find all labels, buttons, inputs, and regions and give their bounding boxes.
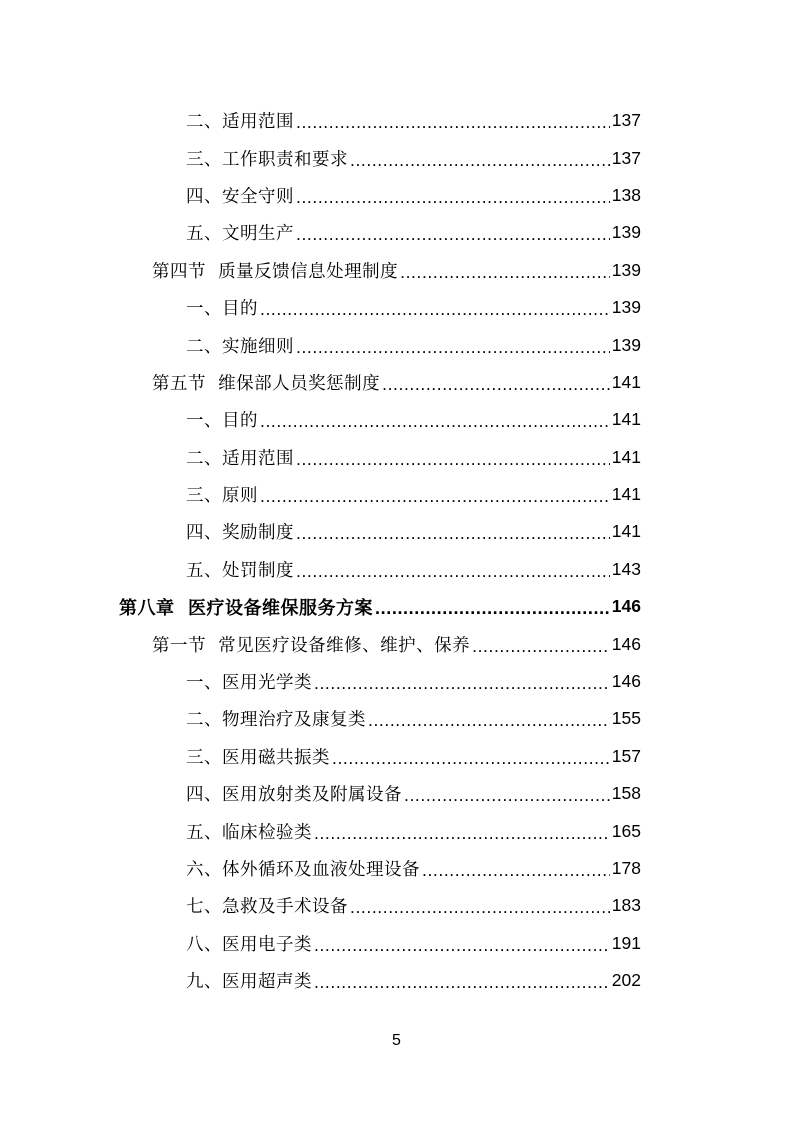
toc-entry-page: 141 [611, 446, 641, 467]
toc-entry-title: 三、工作职责和要求 [186, 149, 348, 170]
toc-entry-title: 第一节 常见医疗设备维修、维护、保养 [152, 635, 471, 656]
toc-entry-page: 146 [611, 596, 641, 617]
toc-entry[interactable] [0, 551, 793, 588]
toc-entry-page: 139 [611, 222, 641, 243]
toc-entry-page: 183 [611, 895, 641, 916]
toc-dot-leader [314, 972, 610, 993]
table-of-contents [0, 102, 793, 999]
toc-dot-leader [422, 860, 610, 881]
toc-dot-leader [296, 112, 610, 133]
toc-entry-title: 第四节 质量反馈信息处理制度 [152, 261, 399, 282]
toc-entry-title: 四、安全守则 [186, 186, 294, 207]
toc-entry-title: 一、医用光学类 [186, 673, 312, 694]
toc-dot-leader [314, 673, 610, 694]
toc-entry[interactable] [0, 139, 793, 176]
toc-entry[interactable] [0, 401, 793, 438]
toc-entry-title: 五、处罚制度 [186, 560, 294, 581]
toc-entry[interactable] [0, 588, 793, 625]
toc-entry-page: 146 [611, 633, 641, 654]
toc-entry[interactable] [0, 177, 793, 214]
toc-dot-leader [404, 785, 610, 806]
toc-dot-leader [296, 187, 610, 208]
toc-dot-leader [296, 337, 610, 358]
toc-dot-leader [375, 598, 610, 619]
toc-entry-title: 三、原则 [186, 486, 258, 507]
toc-entry-page: 141 [611, 409, 641, 430]
toc-entry-page: 165 [611, 820, 641, 841]
toc-entry[interactable] [0, 102, 793, 139]
toc-entry-page: 141 [611, 484, 641, 505]
toc-entry[interactable] [0, 439, 793, 476]
toc-entry-title: 五、临床检验类 [186, 822, 312, 843]
toc-dot-leader [332, 748, 610, 769]
toc-entry-title: 五、文明生产 [186, 224, 294, 245]
toc-entry[interactable] [0, 625, 793, 662]
toc-entry-title: 二、实施细则 [186, 336, 294, 357]
toc-dot-leader [382, 374, 610, 395]
toc-entry-page: 202 [611, 970, 641, 991]
toc-entry-page: 178 [611, 858, 641, 878]
toc-entry[interactable] [0, 364, 793, 401]
toc-entry-title: 一、目的 [186, 411, 258, 432]
toc-entry-title: 一、目的 [186, 299, 258, 320]
toc-dot-leader [296, 561, 610, 582]
toc-entry-page: 191 [611, 932, 641, 953]
toc-entry-page: 139 [611, 334, 641, 355]
toc-entry[interactable] [0, 962, 793, 999]
toc-entry-title: 六、体外循环及血液处理设备 [186, 860, 420, 880]
toc-dot-leader [314, 935, 610, 956]
toc-dot-leader [296, 449, 610, 470]
toc-entry[interactable] [0, 775, 793, 812]
toc-entry-title: 四、奖励制度 [186, 523, 294, 544]
toc-entry-title: 第五节 维保部人员奖惩制度 [152, 373, 381, 394]
toc-dot-leader [400, 262, 610, 283]
toc-entry-title: 九、医用超声类 [186, 972, 312, 993]
toc-dot-leader [260, 299, 610, 320]
toc-entry[interactable] [0, 925, 793, 962]
toc-entry[interactable] [0, 850, 793, 887]
toc-dot-leader [350, 150, 610, 171]
toc-entry[interactable] [0, 289, 793, 326]
toc-entry-page: 141 [611, 371, 641, 392]
toc-entry-page: 146 [611, 671, 641, 692]
toc-entry-title: 第八章 医疗设备维保服务方案 [119, 597, 374, 619]
page-number: 5 [392, 1032, 401, 1049]
toc-entry-title: 四、医用放射类及附属设备 [186, 785, 402, 806]
toc-dot-leader [260, 486, 610, 507]
toc-entry-page: 137 [611, 147, 641, 168]
toc-entry-title: 七、急救及手术设备 [186, 897, 348, 918]
toc-entry[interactable] [0, 476, 793, 513]
toc-entry-page: 139 [611, 297, 641, 318]
toc-entry-page: 157 [611, 745, 641, 766]
toc-dot-leader [314, 823, 610, 844]
toc-entry-page: 137 [611, 110, 641, 131]
toc-entry[interactable] [0, 887, 793, 924]
toc-entry-page: 158 [611, 783, 641, 804]
toc-entry[interactable] [0, 700, 793, 737]
toc-entry-title: 二、适用范围 [186, 112, 294, 133]
toc-entry[interactable] [0, 738, 793, 775]
toc-entry-title: 八、医用电子类 [186, 934, 312, 955]
toc-entry[interactable] [0, 252, 793, 289]
toc-entry[interactable] [0, 214, 793, 251]
toc-entry-page: 141 [611, 521, 641, 542]
toc-dot-leader [296, 523, 610, 544]
toc-entry-title: 二、物理治疗及康复类 [186, 710, 366, 731]
toc-entry-title: 二、适用范围 [186, 448, 294, 469]
toc-dot-leader [368, 710, 610, 731]
toc-entry[interactable] [0, 663, 793, 700]
toc-entry-page: 143 [611, 558, 641, 579]
toc-dot-leader [296, 224, 610, 245]
toc-dot-leader [350, 897, 610, 918]
toc-entry[interactable] [0, 513, 793, 550]
toc-dot-leader [260, 411, 610, 432]
toc-entry[interactable] [0, 812, 793, 849]
toc-entry-page: 138 [611, 184, 641, 205]
toc-entry-page: 139 [611, 259, 641, 280]
toc-dot-leader [472, 636, 610, 657]
toc-entry-title: 三、医用磁共振类 [186, 747, 330, 768]
toc-entry[interactable] [0, 326, 793, 363]
toc-entry-page: 155 [611, 708, 641, 729]
